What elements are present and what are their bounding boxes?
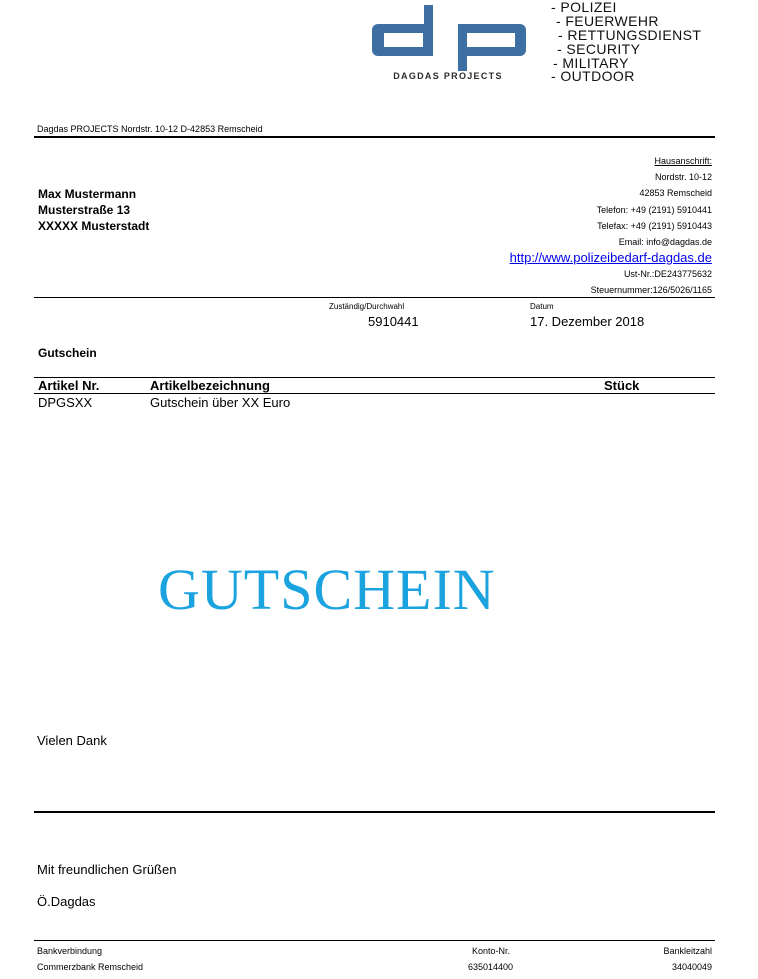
tagline-line: - OUTDOOR (551, 68, 635, 84)
closing-text: Mit freundlichen Grüßen (37, 862, 177, 877)
bank-label: Bankverbindung (37, 946, 103, 956)
tax-number: Steuernummer:126/5026/1165 (590, 285, 712, 295)
date-label: Datum (530, 302, 554, 311)
recipient-city: XXXXX Musterstadt (38, 219, 150, 233)
thanks-text: Vielen Dank (37, 733, 107, 748)
address-heading: Hausanschrift: (654, 156, 712, 166)
blz-number: 34040049 (671, 962, 712, 972)
column-header-article-no: Artikel Nr. (38, 378, 100, 393)
date-value: 17. Dezember 2018 (530, 314, 645, 329)
dp-logo-mark (372, 4, 526, 72)
fax-number: Telefax: +49 (2191) 5910443 (597, 221, 712, 231)
phone-number: Telefon: +49 (2191) 5910441 (596, 205, 712, 215)
body-divider (34, 811, 715, 813)
vat-id: Ust-Nr.:DE243775632 (623, 269, 712, 279)
contact-label: Zuständig/Durchwahl (329, 302, 405, 311)
tagline-line: - POLIZEI (551, 0, 617, 15)
column-header-quantity: Stück (604, 378, 640, 393)
tagline-line: - FEUERWEHR (556, 13, 659, 29)
recipient-street: Musterstraße 13 (38, 203, 131, 217)
header-divider (34, 136, 715, 138)
voucher-heading: GUTSCHEIN (158, 557, 496, 622)
logo-wordmark: DAGDAS PROJECTS (393, 71, 503, 81)
signature-text: Ö.Dagdas (37, 894, 96, 909)
account-label: Konto-Nr. (472, 946, 511, 956)
blz-label: Bankleitzahl (663, 946, 712, 956)
tagline-line: - RETTUNGSDIENST (558, 27, 702, 43)
contact-value: 5910441 (368, 314, 419, 329)
tagline-line: - MILITARY (553, 55, 629, 71)
email-address: Email: info@dagdas.de (618, 237, 712, 247)
recipient-address (38, 186, 149, 234)
account-number: 635014400 (468, 962, 514, 972)
table-header-rule (34, 393, 715, 394)
footer-divider (34, 940, 715, 941)
address-divider (34, 297, 715, 298)
bank-name: Commerzbank Remscheid (37, 962, 144, 972)
website-link[interactable]: http://www.polizeibedarf-dagdas.de (509, 250, 712, 265)
article-no-cell: DPGSXX (38, 395, 93, 410)
address-street: Nordstr. 10-12 (654, 172, 712, 182)
description-cell: Gutschein über XX Euro (150, 395, 291, 410)
sender-line: Dagdas PROJECTS Nordstr. 10-12 D-42853 Remscheid (37, 124, 263, 134)
recipient-name: Max Mustermann (38, 187, 137, 201)
document-title: Gutschein (38, 346, 97, 360)
address-city: 42853 Remscheid (639, 188, 712, 198)
column-header-description: Artikelbezeichnung (150, 378, 270, 393)
tagline-line: - SECURITY (557, 41, 641, 57)
